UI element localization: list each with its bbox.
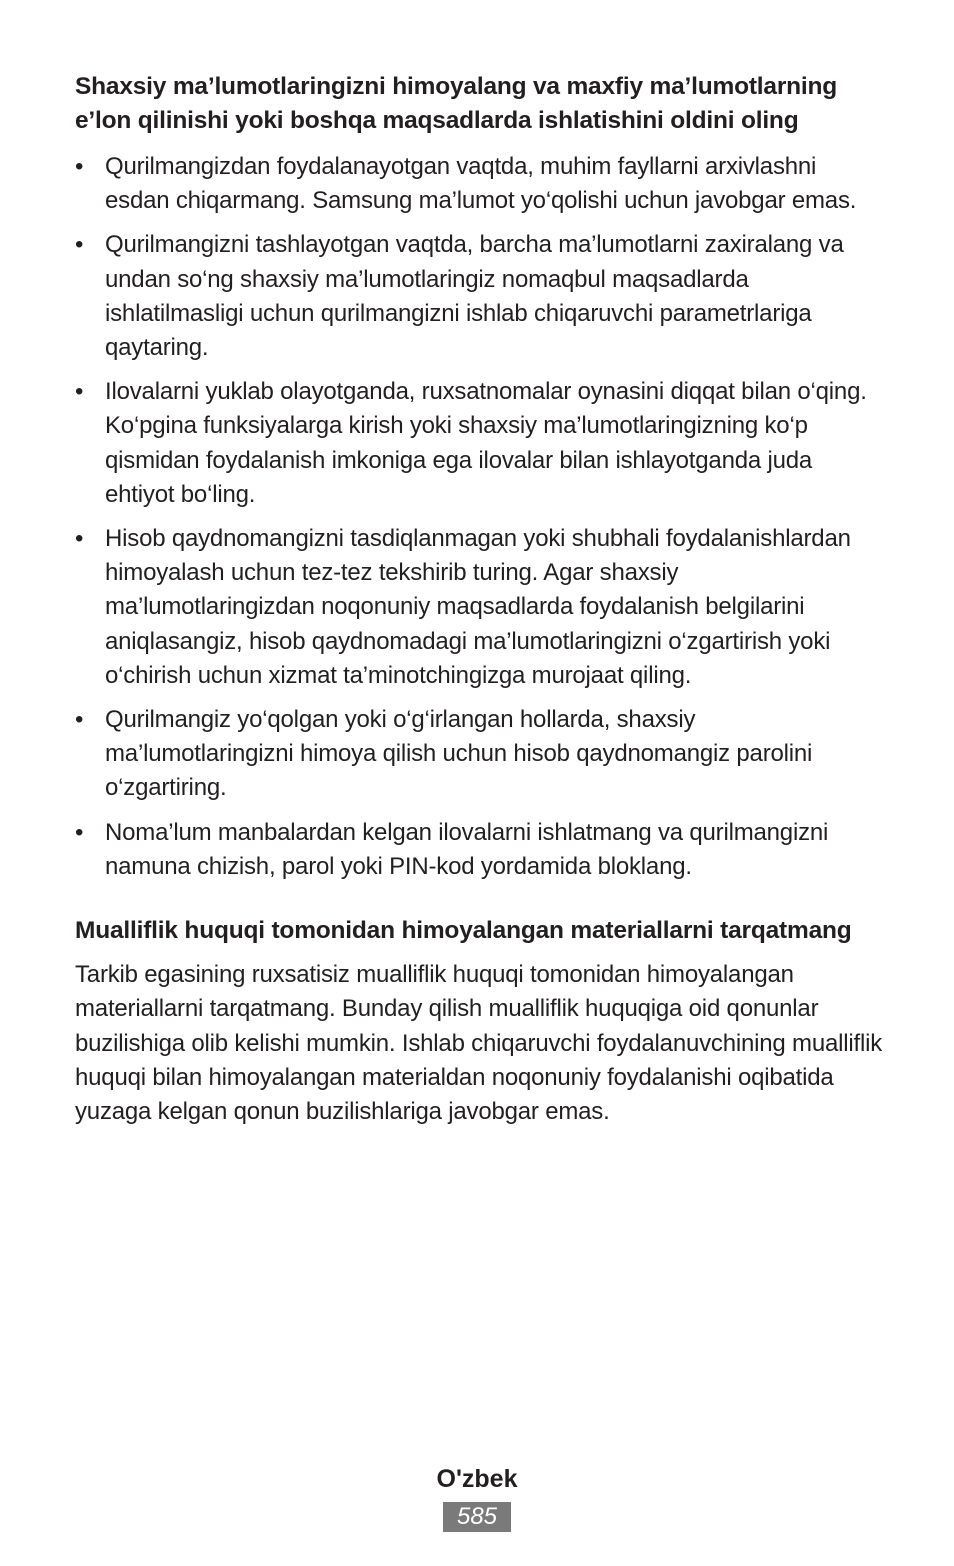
bullet-text: Noma’lum manbalardan kelgan ilovalarni ishlatmang va qurilmangizni namuna chizish, parol yoki PIN-kod yordamida bloklang.	[105, 818, 829, 880]
bullet-icon: •	[75, 525, 84, 553]
page-footer	[0, 1462, 954, 1532]
section-heading-copyright: Mualliflik huquqi tomonidan himoyalangan materiallarni tarqatmang	[75, 917, 852, 945]
copyright-paragraph: Tarkib egasining ruxsatisiz mualliflik huquqi tomonidan himoyalangan materiallarni tarqatmang. Bunday qilish mualliflik huquqiga oid qonunlar buzilishiga olib kelishi mumkin. Ishlab chiqaruvchi foydalanuvchining mualliflik huquqi bilan himoyalangan materialdan noqonuniy foydalanishi oqibatida yuzaga kelgan qonun buzilishlariga javobgar emas.	[75, 961, 883, 1126]
bullet-text: Qurilmangizdan foydalanayotgan vaqtda, muhim fayllarni arxivlashni esdan chiqarmang. Samsung ma’lumot yo‘qolishi uchun javobgar emas.	[105, 153, 857, 215]
bullet-icon: •	[75, 231, 84, 259]
list-item	[75, 522, 885, 693]
list-item	[75, 375, 885, 512]
page-content	[75, 70, 885, 1130]
bullet-text: Ilovalarni yuklab olayotganda, ruxsatnomalar oynasini diqqat bilan o‘qing. Ko‘pgina funksiyalarga kirish yoki shaxsiy ma’lumotlaringizning ko‘p qismidan foydalanish imkoniga ega ilovalar bilan ishlayotganda juda ehtiyot bo‘ling.	[105, 378, 867, 508]
page-number-badge: 585	[443, 1502, 511, 1532]
footer-language: O'zbek	[436, 1465, 518, 1493]
bullet-icon: •	[75, 818, 84, 846]
copyright-section	[75, 914, 885, 1129]
bullet-text: Qurilmangiz yo‘qolgan yoki o‘g‘irlangan hollarda, shaxsiy ma’lumotlaringizni himoya qilish uchun hisob qaydnomangiz parolini o‘zgartiring.	[105, 706, 813, 802]
privacy-bullet-list	[75, 150, 885, 884]
bullet-icon: •	[75, 378, 84, 406]
list-item	[75, 816, 885, 884]
section-heading-privacy: Shaxsiy ma’lumotlaringizni himoyalang va maxfiy ma’lumotlarning e’lon qilinishi yoki boshqa maqsadlarda ishlatishini oldini oling	[75, 73, 838, 134]
list-item	[75, 150, 885, 218]
bullet-text: Hisob qaydnomangizni tasdiqlanmagan yoki shubhali foydalanishlardan himoyalash uchun tez-tez tekshirib turing. Agar shaxsiy ma’lumotlaringizdan noqonuniy maqsadlarda foydalanish belgilarini aniqlasangiz, hisob qaydnomadagi ma’lumotlaringizni o‘zgartirish yoki o‘chirish uchun xizmat ta’minotchingizga murojaat qiling.	[105, 525, 851, 689]
list-item	[75, 703, 885, 806]
bullet-icon: •	[75, 153, 84, 180]
list-item	[75, 228, 885, 365]
bullet-text: Qurilmangizni tashlayotgan vaqtda, barcha ma’lumotlarni zaxiralang va undan so‘ng shaxsiy ma’lumotlaringiz nomaqbul maqsadlarda ishlatilmasligi uchun qurilmangizni ishlab chiqaruvchi parametrlariga qaytaring.	[105, 231, 844, 362]
bullet-icon: •	[75, 706, 84, 734]
